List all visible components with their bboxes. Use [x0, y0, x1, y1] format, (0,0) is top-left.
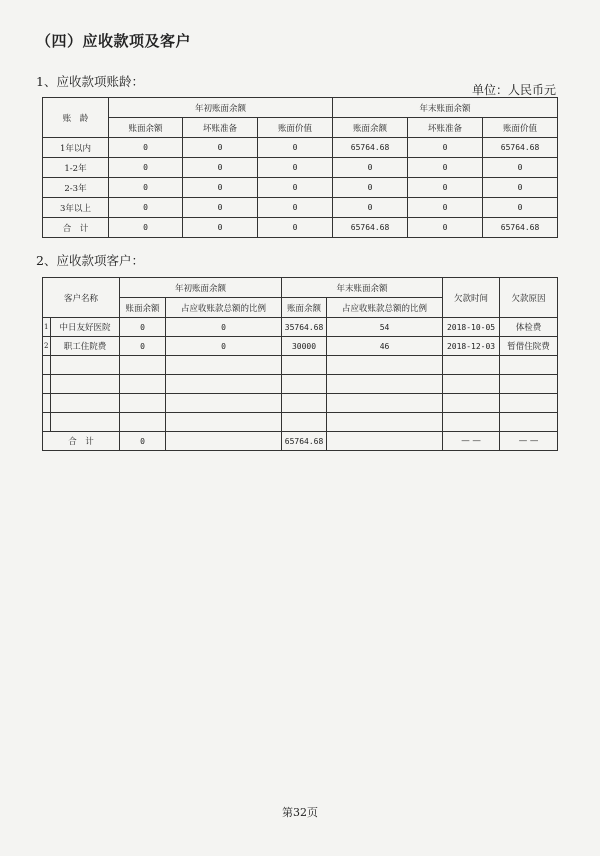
total-label: 合 计: [43, 432, 120, 451]
table-row: [43, 178, 558, 198]
aging-cell: 0: [408, 178, 483, 198]
table-row: [43, 318, 558, 337]
due-date: 2018-10-05: [443, 318, 500, 337]
total-begin-balance: 0: [120, 432, 166, 451]
aging-cell: 0: [408, 218, 483, 238]
due-date: 2018-12-03: [443, 337, 500, 356]
aging-col-header: 账面余额: [109, 118, 183, 138]
aging-cell: 0: [183, 178, 258, 198]
aging-cell: 0: [258, 198, 333, 218]
aging-cell: 0: [109, 198, 183, 218]
empty-row: [43, 394, 558, 413]
begin-ratio-header: 占应收账款总额的比例: [166, 298, 282, 318]
aging-col-header: 坏账准备: [183, 118, 258, 138]
aging-cell: 0: [183, 158, 258, 178]
table-row: [43, 158, 558, 178]
aging-cell: 0: [408, 158, 483, 178]
begin-balance: 0: [120, 337, 166, 356]
section-heading: （四）应收款项及客户: [36, 32, 192, 50]
aging-label: 2-3年: [43, 178, 109, 198]
aging-cell: 65764.68: [483, 138, 558, 158]
aging-cell: 65764.68: [333, 218, 408, 238]
aging-cell: 0: [483, 178, 558, 198]
customer-group-begin: 年初账面余额: [120, 278, 282, 298]
table-row: [43, 198, 558, 218]
table-row: [43, 218, 558, 238]
customer-group-end: 年末账面余额: [282, 278, 443, 298]
reason-header: 欠款原因: [500, 278, 558, 318]
aging-cell: 0: [109, 178, 183, 198]
page-number: 第32页: [282, 806, 318, 819]
aging-cell: 0: [258, 158, 333, 178]
aging-group-begin: 年初账面余额: [109, 98, 333, 118]
customer-subtitle: 2、应收款项客户：: [36, 253, 144, 268]
aging-subtitle: 1、应收款项账龄：: [36, 74, 144, 89]
aging-col-header: 账面价值: [258, 118, 333, 138]
aging-cell: 65764.68: [333, 138, 408, 158]
aging-label: 1-2年: [43, 158, 109, 178]
reason: 暂借住院费: [500, 337, 558, 356]
aging-cell: 0: [109, 138, 183, 158]
aging-cell: 0: [483, 198, 558, 218]
due-date-header: 欠款时间: [443, 278, 500, 318]
begin-ratio: 0: [166, 337, 282, 356]
row-index: 2: [43, 337, 51, 356]
aging-cell: 0: [109, 158, 183, 178]
aging-row-header: 账 龄: [43, 98, 109, 138]
begin-balance-header: 账面余额: [120, 298, 166, 318]
aging-cell: 0: [258, 178, 333, 198]
begin-ratio: 0: [166, 318, 282, 337]
total-row: [43, 432, 558, 451]
reason: 体检费: [500, 318, 558, 337]
table-row: [43, 337, 558, 356]
aging-col-header: 账面价值: [483, 118, 558, 138]
row-index: 1: [43, 318, 51, 337]
aging-cell: 65764.68: [483, 218, 558, 238]
end-balance: 35764.68: [282, 318, 327, 337]
aging-cell: 0: [333, 158, 408, 178]
customer-name-header: 客户名称: [43, 278, 120, 318]
aging-cell: 0: [333, 198, 408, 218]
begin-balance: 0: [120, 318, 166, 337]
aging-col-header: 账面余额: [333, 118, 408, 138]
aging-cell: 0: [109, 218, 183, 238]
aging-label: 合 计: [43, 218, 109, 238]
end-ratio-header: 占应收账款总额的比例: [327, 298, 443, 318]
aging-cell: 0: [258, 218, 333, 238]
end-ratio: 54: [327, 318, 443, 337]
total-reason: — —: [500, 432, 558, 451]
customer-name: 职工住院费: [51, 337, 120, 356]
aging-cell: 0: [408, 138, 483, 158]
aging-col-header: 坏账准备: [408, 118, 483, 138]
aging-cell: 0: [183, 198, 258, 218]
aging-cell: 0: [183, 218, 258, 238]
aging-cell: 0: [333, 178, 408, 198]
customer-name: 中日友好医院: [51, 318, 120, 337]
empty-row: [43, 375, 558, 394]
aging-cell: 0: [483, 158, 558, 178]
table-row: [43, 138, 558, 158]
customer-table: [42, 277, 558, 451]
aging-cell: 0: [408, 198, 483, 218]
aging-label: 1年以内: [43, 138, 109, 158]
aging-label: 3年以上: [43, 198, 109, 218]
aging-cell: 0: [258, 138, 333, 158]
empty-row: [43, 356, 558, 375]
total-date: — —: [443, 432, 500, 451]
aging-table: [42, 97, 558, 238]
currency-unit: 单位：人民币元: [472, 83, 557, 97]
aging-group-end: 年末账面余额: [333, 98, 558, 118]
end-balance-header: 账面余额: [282, 298, 327, 318]
end-ratio: 46: [327, 337, 443, 356]
end-balance: 30000: [282, 337, 327, 356]
total-end-balance: 65764.68: [282, 432, 327, 451]
empty-row: [43, 413, 558, 432]
aging-cell: 0: [183, 138, 258, 158]
